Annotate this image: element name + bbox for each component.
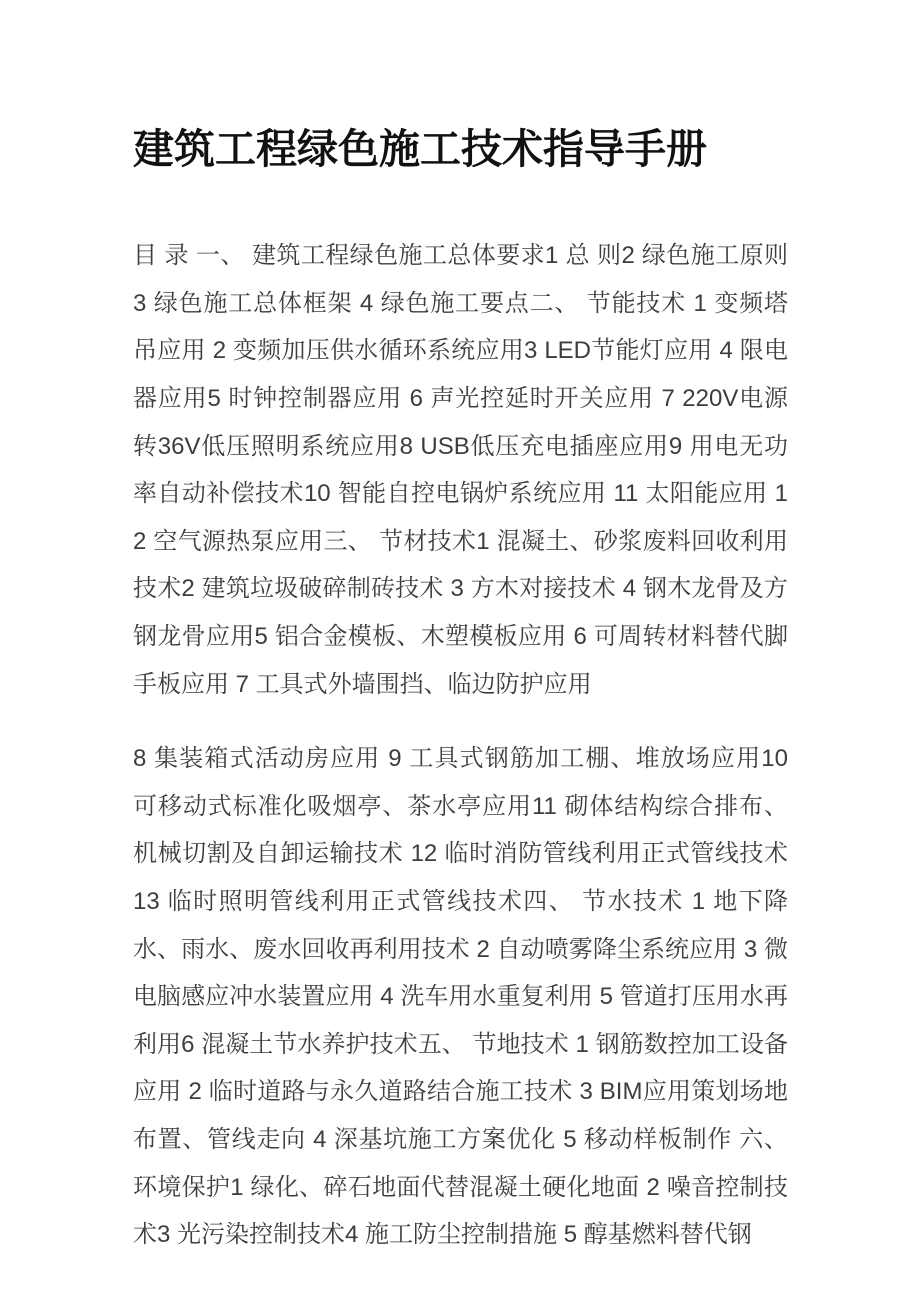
document-title: 建筑工程绿色施工技术指导手册 [133,126,707,172]
toc-paragraph-2: 8 集装箱式活动房应用 9 工具式钢筋加工棚、堆放场应用10 可移动式标准化吸烟亭、茶水亭应用11 砌体结构综合排布、机械切割及自卸运输技术 12 临时消防管线利用正式管线技术 13 临时照明管线利用正式管线技术四、 节水技术 1 地下降水、雨水、废水回收再利用技术 2 自动喷雾降尘系统应用 3 微电脑感应冲水装置应用 4 洗车用水重复利用 5 管道打压用水再利用6 混凝土节水养护技术五、 节地技术 1 钢筋数控加工设备应用 2 临时道路与永久道路结合施工技术 3 BIM应用策划场地布置、管线走向 4 深基坑施工方案优化 5 移动样板制作 六、 环境保护1 绿化、碎石地面代替混凝土硬化地面 2 噪音控制技术3 光污染控制技术4 施工防尘控制措施 5 醇基燃料替代钢 [133,745,788,1249]
toc-paragraph-1: 目 录 一、 建筑工程绿色施工总体要求1 总 则2 绿色施工原则3 绿色施工总体框架 4 绿色施工要点二、 节能技术 1 变频塔吊应用 2 变频加压供水循环系统应用3 LED节能灯应用 4 限电器应用5 时钟控制器应用 6 声光控延时开关应用 7 220V电源转36V低压照明系统应用8 USB低压充电插座应用9 用电无功率自动补偿技术10 智能自控电锅炉系统应用 11 太阳能应用 12 空气源热泵应用三、 节材技术1 混凝土、砂浆废料回收利用技术2 建筑垃圾破碎制砖技术 3 方木对接技术 4 钢木龙骨及方钢龙骨应用5 铝合金模板、木塑模板应用 6 可周转材料替代脚手板应用 7 工具式外墙围挡、临边防护应用 [133,242,788,698]
